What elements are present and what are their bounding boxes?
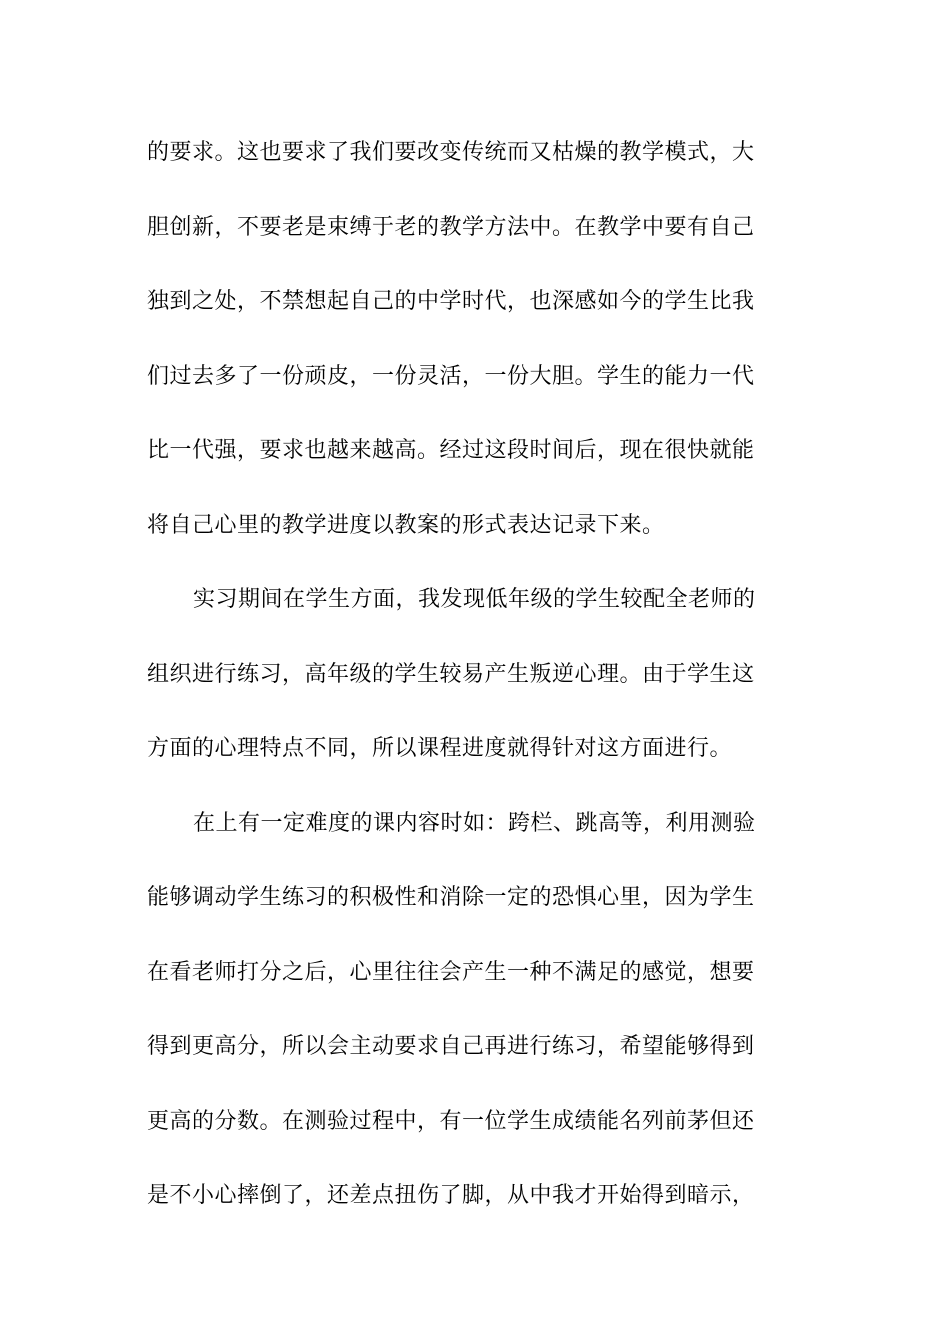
text-line: 胆创新，不要老是束缚于老的教学方法中。在教学中要有自己 <box>147 214 755 240</box>
text-line: 在看老师打分之后，心里往往会产生一种不满足的感觉，想要 <box>147 959 755 985</box>
text-line: 方面的心理特点不同，所以课程进度就得针对这方面进行。 <box>147 736 733 761</box>
text-line: 组织进行练习，高年级的学生较易产生叛逆心理。由于学生这 <box>147 661 755 687</box>
text-line: 更高的分数。在测验过程中，有一位学生成绩能名列前茅但还 <box>147 1108 755 1134</box>
text-line: 的要求。这也要求了我们要改变传统而又枯燥的教学模式，大 <box>147 140 755 165</box>
text-line: 得到更高分，所以会主动要求自己再进行练习，希望能够得到 <box>147 1034 755 1059</box>
text-line: 能够调动学生练习的积极性和消除一定的恐惧心里，因为学生 <box>147 885 755 910</box>
document-body <box>147 125 803 1243</box>
text-line: 独到之处，不禁想起自己的中学时代，也深感如今的学生比我 <box>147 289 755 314</box>
text-line: 是不小心摔倒了，还差点扭伤了脚，从中我才开始得到暗示， <box>147 1183 755 1208</box>
text-line: 将自己心里的教学进度以教案的形式表达记录下来。 <box>147 512 665 538</box>
paragraph-first-line: 在上有一定难度的课内容时如：跨栏、跳高等，利用测验 <box>193 810 756 836</box>
text-line: 比一代强，要求也越来越高。经过这段时间后，现在很快就能 <box>147 438 755 463</box>
text-line: 们过去多了一份顽皮，一份灵活，一份大胆。学生的能力一代 <box>147 363 755 389</box>
paragraph-first-line: 实习期间在学生方面，我发现低年级的学生较配全老师的 <box>193 587 756 612</box>
